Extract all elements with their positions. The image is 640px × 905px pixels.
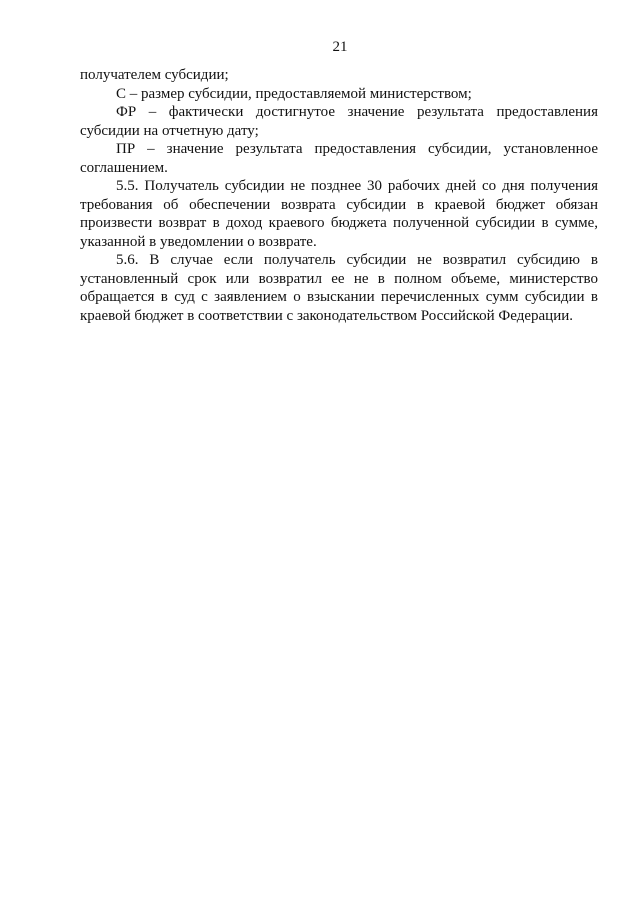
paragraph-definition-c: С – размер субсидии, предоставляемой министерством; (116, 85, 472, 102)
paragraph-clause-5-5: 5.5. Получатель субсидии не позднее 30 рабочих дней со дня получения требования об обеспечении возврата субсидии в краевой бюджет обязан произвести возврат в доход краевого бюджета полученной субсидии в сумме, указанной в уведомлении о возврате. (80, 178, 598, 250)
page-number: 21 (332, 39, 348, 55)
paragraph-recipient-tail: получателем субсидии; (80, 67, 229, 83)
paragraph-definition-pr: ПР – значение результата предоставления субсидии, установленное соглашением. (80, 141, 598, 176)
paragraph-clause-5-6: 5.6. В случае если получатель субсидии не возвратил субсидию в установленный срок или возвратил ее не в полном объеме, министерство обращается в суд с заявлением о взыскании перечисленных сумм субсидии в краевой бюджет в соответствии с законодательством Российской Федерации. (80, 252, 598, 324)
document-body (80, 66, 598, 325)
paragraph-definition-fr: ФР – фактически достигнутое значение результата предоставления субсидии на отчетную дату; (80, 104, 598, 139)
